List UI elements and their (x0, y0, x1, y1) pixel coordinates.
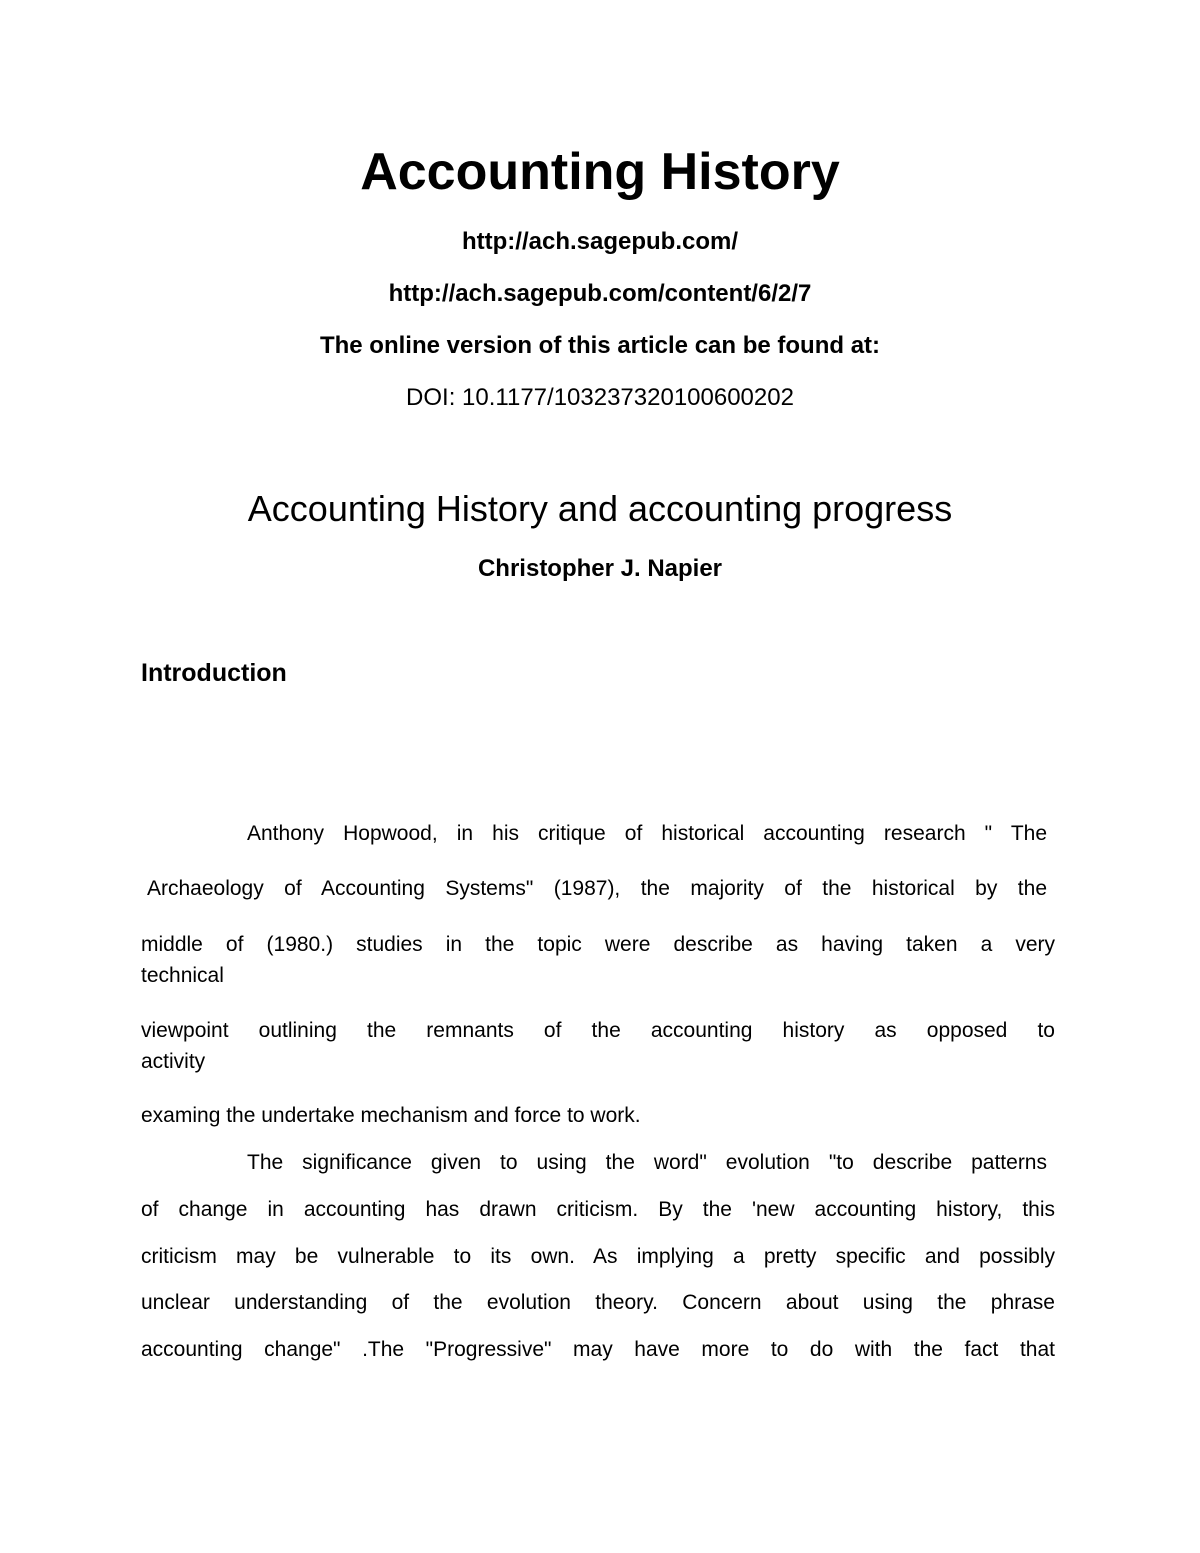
article-content-url: http://ach.sagepub.com/content/6/2/7 (388, 280, 812, 307)
body-line: Archaeology of Accounting Systems" (1987), the majority of the historical by the (147, 877, 1047, 900)
body-line: middle of (1980.) studies in the topic were describe as having taken a very (141, 933, 1055, 956)
journal-title: Accounting History (360, 143, 840, 201)
body-line: Anthony Hopwood, in his critique of historical accounting research " The (247, 822, 1047, 845)
doi-line: DOI: 10.1177/103237320100600202 (406, 384, 794, 411)
body-line: accounting change" .The "Progressive" may have more to do with the fact that (141, 1338, 1055, 1361)
body-line: activity (141, 1050, 206, 1073)
body-line: criticism may be vulnerable to its own. As implying a pretty specific and possibly (141, 1245, 1055, 1268)
section-heading-introduction: Introduction (141, 659, 287, 687)
article-author: Christopher J. Napier (477, 555, 723, 582)
body-line: unclear understanding of the evolution theory. Concern about using the phrase (141, 1291, 1055, 1314)
body-line: The significance given to using the word" evolution "to describe patterns (247, 1151, 1047, 1174)
body-line: viewpoint outlining the remnants of the accounting history as opposed to (141, 1019, 1055, 1042)
journal-home-url: http://ach.sagepub.com/ (461, 228, 739, 255)
body-line: technical (141, 964, 224, 987)
body-line: examing the undertake mechanism and force to work. (141, 1104, 641, 1127)
body-line: of change in accounting has drawn criticism. By the 'new accounting history, this (141, 1198, 1055, 1221)
online-version-note: The online version of this article can be found at: (319, 332, 881, 359)
article-title: Accounting History and accounting progress (247, 488, 953, 529)
